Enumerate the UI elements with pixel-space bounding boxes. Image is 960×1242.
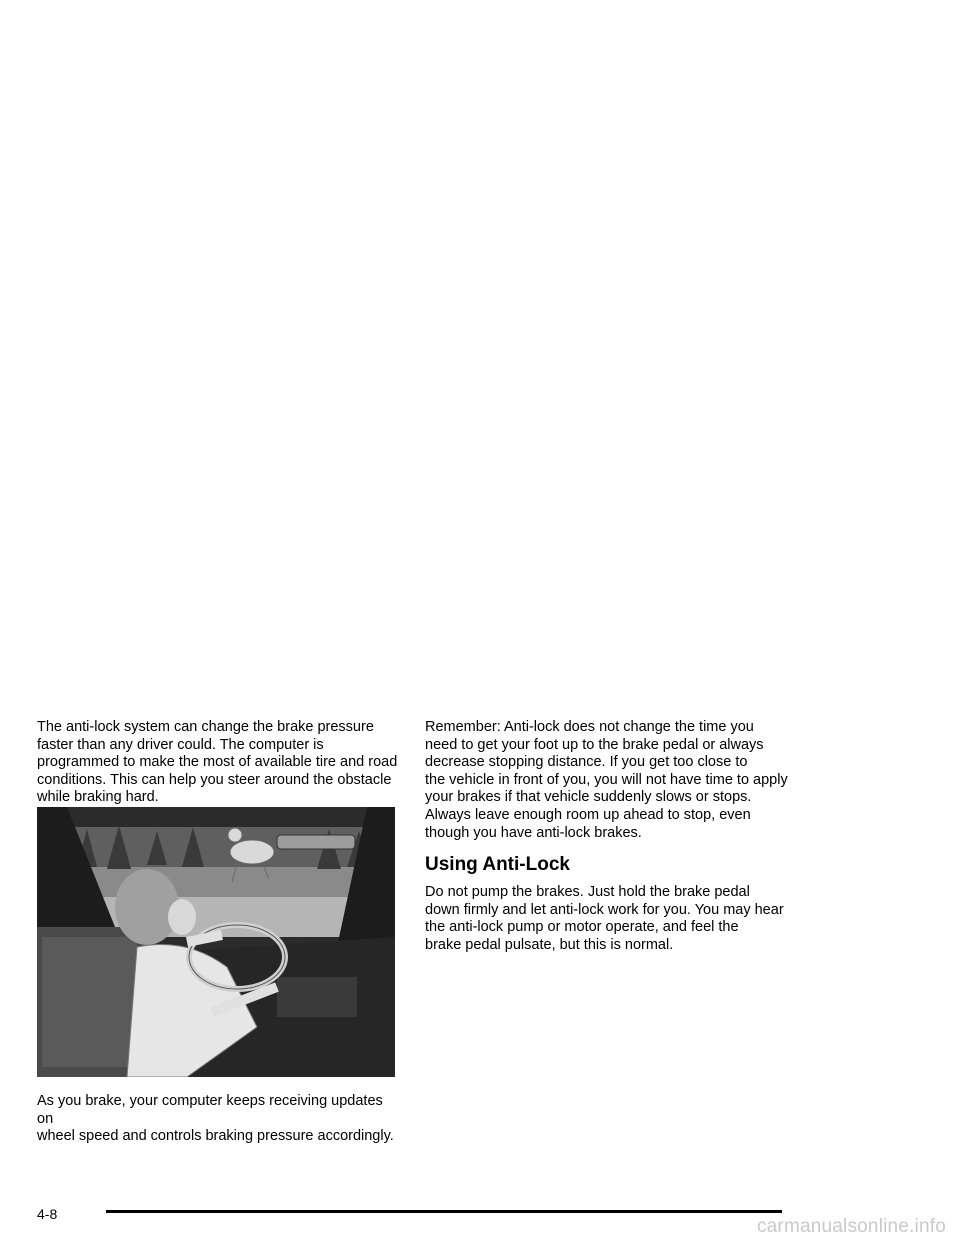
right-column — [425, 719, 795, 955]
footer-divider — [106, 1210, 782, 1213]
right-paragraph-2: Do not pump the brakes. Just hold the brake pedal down firmly and let anti-lock work for you. You may hear the anti-lock pump or motor operate, and feel the brake pedal pulsate, but this is normal. — [425, 884, 784, 953]
left-column — [37, 719, 402, 807]
left-paragraph-2: As you brake, your computer keeps receiving updates on wheel speed and controls braking pressure accordingly. — [37, 1093, 394, 1145]
page-number: 4-8 — [37, 1206, 58, 1222]
right-paragraph-1: Remember: Anti-lock does not change the time you need to get your foot up to the brake pedal or always decrease stopping distance. If you get too close to the vehicle in front of you, you will not have time to apply your brakes if that vehicle suddenly slows or stops. Always leave enough room up ahead to stop, even though you have anti-lock brakes. — [425, 719, 788, 841]
driver-braking-illustration — [37, 807, 395, 1077]
left-paragraph-1: The anti-lock system can change the brake pressure faster than any driver could. The computer is programmed to make the most of available tire and road conditions. This can help you steer around the obstacle while braking hard. — [37, 719, 398, 806]
section-heading: Using Anti-Lock — [425, 854, 570, 876]
site-watermark: carmanualsonline.info — [756, 1216, 946, 1237]
illustration-svg — [37, 807, 395, 1077]
